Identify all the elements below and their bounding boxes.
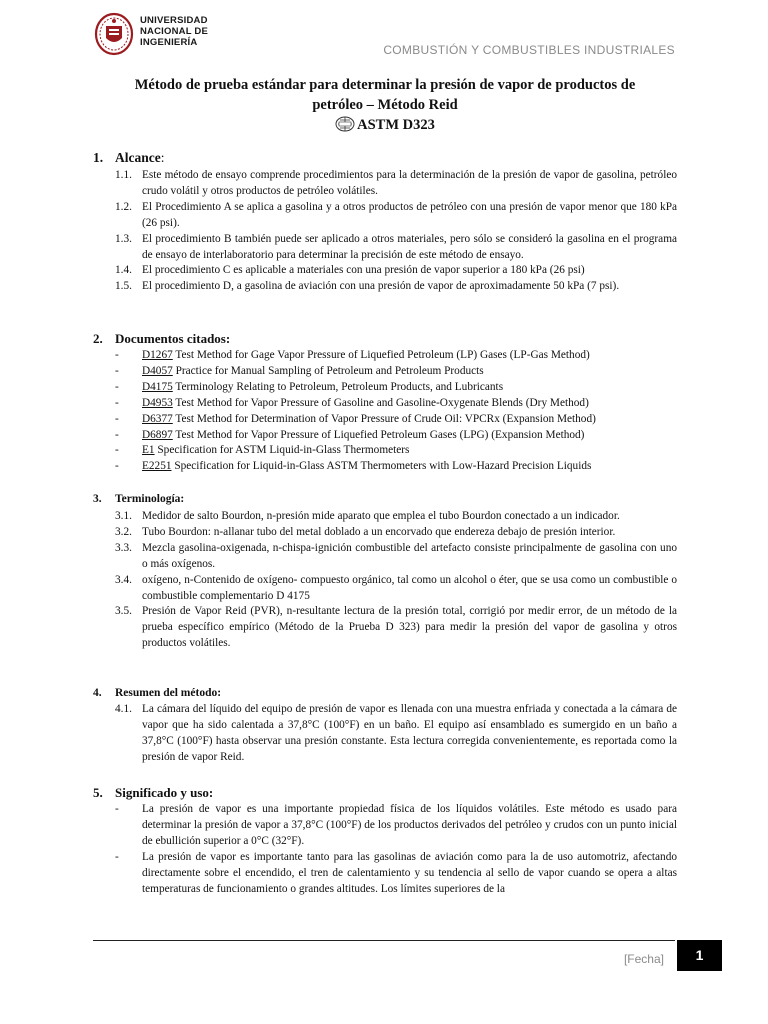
section-title: Resumen del método: (115, 687, 222, 699)
list-item: - E2251 Specification for Liquid-in-Glass ASTM Thermometers with Low-Hazard Precision Liquids (115, 460, 592, 473)
astm-logo-icon (335, 116, 355, 132)
section-heading (93, 687, 221, 699)
section-items (115, 702, 677, 766)
list-item: 1.3. El procedimiento B también puede ser aplicado a otros materiales, pero sólo se consideró la gasolina en el programa de ensayo de interlaboratorio para determinar la precisión de este método de ensayo. (115, 232, 677, 261)
list-item: 3.3. Mezcla gasolina-oxigenada, n-chispa-ignición combustible del artefacto consiste principalmente de gasolina con uno o más oxígenos. (115, 541, 677, 570)
reference-link[interactable]: D4057 (142, 364, 173, 377)
reference-link[interactable]: D1267 (142, 349, 173, 361)
title-standard (80, 115, 690, 135)
list-item: 3.4. oxígeno, n-Contenido de oxígeno- compuesto orgánico, tal como un alcohol o éter, que se usa como un combustible o combustible complementario D 4175 (115, 573, 677, 602)
page-number: 1 (677, 940, 722, 971)
list-item: 1.2. El Procedimiento A se aplica a gasolina y a otros productos de petróleo con una presión de vapor menor que 180 kPa (26 psi). (115, 200, 677, 229)
section-items (115, 509, 677, 652)
list-item: - D6377 Test Method for Determination of Vapor Pressure of Crude Oil: VPCRx (Expansion Method) (115, 412, 596, 425)
title-line-1: Método de prueba estándar para determinar la presión de vapor de productos de (134, 77, 636, 93)
document-title (80, 75, 690, 135)
reference-link[interactable]: E2251 (142, 460, 172, 473)
university-line: NACIONAL DE (140, 26, 208, 37)
list-item: 1.5. El procedimiento D, a gasolina de aviación con una presión de vapor de aproximadamente 50 kPa (7 psi). (115, 280, 620, 293)
university-name (140, 15, 208, 48)
date-placeholder: [Fecha] (623, 952, 664, 966)
standard-code: ASTM D323 (357, 117, 435, 133)
section-heading (93, 331, 230, 347)
course-header: COMBUSTIÓN Y COMBUSTIBLES INDUSTRIALES (383, 43, 675, 57)
section-title: Documentos citados: (115, 331, 231, 346)
title-line-2: petróleo – Método Reid (312, 97, 458, 113)
list-item: 1.4. El procedimiento C es aplicable a materiales con una presión de vapor superior a 180 kPa (26 psi) (115, 264, 585, 277)
reference-link[interactable]: D6897 (142, 428, 173, 441)
university-seal-icon (94, 12, 134, 56)
list-item: - D4057 Practice for Manual Sampling of Petroleum and Petroleum Products (115, 364, 484, 377)
reference-link[interactable]: E1 (142, 444, 155, 457)
list-item: 3.1. Medidor de salto Bourdon, n-presión mide aparato que emplea el tubo Bourdon conectado a un indicador. (115, 510, 620, 522)
section-number: 3. (93, 493, 102, 505)
footer-divider (93, 940, 675, 941)
section-title: Alcance (115, 150, 161, 165)
reference-link[interactable]: D4175 (142, 380, 173, 393)
section-heading (93, 150, 165, 166)
list-item: - D1267 Test Method for Gage Vapor Pressure of Liquefied Petroleum (LP) Gases (LP-Gas Method) (115, 349, 590, 361)
reference-link[interactable]: D6377 (142, 412, 173, 425)
list-item: - D6897 Test Method for Vapor Pressure of Liquefied Petroleum Gases (LPG) (Expansion Method) (115, 428, 585, 441)
section-number: 5. (93, 785, 103, 800)
list-item: 3.5. Presión de Vapor Reid (PVR), n-resultante lectura de la presión total, corrigió por medir error, de un método de la prueba específico empírico (Método de la Prueba D 323) para medir la presión del vapor de gasolina y otros productos volátiles. (115, 605, 677, 650)
section-items (115, 802, 677, 897)
list-item: 1.1. Este método de ensayo comprende procedimientos para la determinación de la presión de vapor de gasolina, petróleo crudo volátil y otros productos de petróleo volátiles. (115, 169, 677, 197)
university-line: UNIVERSIDAD (140, 15, 208, 26)
reference-link[interactable]: D4953 (142, 396, 173, 409)
section-items (115, 168, 677, 295)
section-number: 4. (93, 687, 102, 699)
list-item: - E1 Specification for ASTM Liquid-in-Glass Thermometers (115, 444, 410, 457)
section-items (115, 348, 677, 475)
list-item: 3.2. Tubo Bourdon: n-allanar tubo del metal doblado a un encorvado que endereza debajo de presión interior. (115, 525, 616, 538)
section-title: Terminología: (115, 493, 185, 505)
list-item: - La presión de vapor es una importante propiedad física de los líquidos volátiles. Este método es usado para determinar la presión de vapor a 37,8°C (100°F) de los productos derivados del petróleo y crudos con un punto inicial de ebullición superior a 0°C (32°F). (115, 803, 677, 847)
section-title: Significado y uso: (115, 785, 214, 800)
section-title-suffix: : (160, 150, 165, 165)
list-item: - D4175 Terminology Relating to Petroleum, Petroleum Products, and Lubricants (115, 380, 504, 393)
list-item: - La presión de vapor es importante tanto para las gasolinas de aviación como para la de uso automotriz, afectando directamente sobre el encendido, el tren de calentamiento y su tendencia al sello de vapor cuando se opera a altas temperaturas de funcionamiento o grandes altitudes. Los límites superiores de la (115, 850, 677, 895)
section-number: 2. (93, 331, 103, 346)
section-heading (93, 785, 213, 801)
section-number: 1. (93, 150, 104, 165)
list-item: 4.1. La cámara del líquido del equipo de presión de vapor es llenada con una muestra enfriada y conectada a la cámara de vapor que ha sido calentada a 37,8°C (100°F) en un baño. El equipo así ensamblado es sumergido en un baño a 37,8°C (100°F) hasta observar una presión constante. Esta lectura corregida convenientemente, es reportada como la presión de vapor Reid. (115, 703, 677, 763)
university-line: INGENIERÍA (140, 37, 198, 48)
section-heading (93, 493, 184, 505)
list-item: - D4953 Test Method for Vapor Pressure of Gasoline and Gasoline-Oxygenate Blends (Dry Method) (115, 396, 589, 409)
